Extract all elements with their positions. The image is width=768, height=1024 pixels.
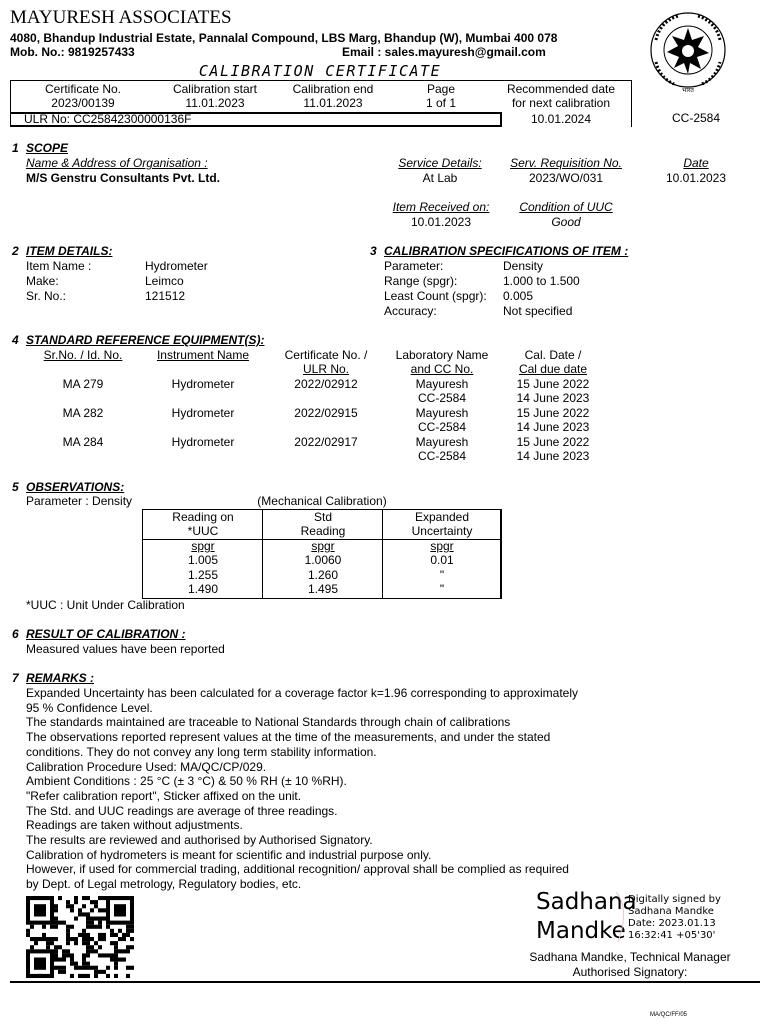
equipment-rows: [26, 377, 608, 464]
obs-col-uncertainty: Expanded: [414, 510, 470, 524]
spec-label: Range (spgr):: [384, 274, 458, 288]
equip-cal-date: 15 June 2022: [516, 435, 590, 449]
qr-code-icon: [26, 896, 134, 978]
equip-id: MA 279: [62, 377, 104, 391]
remark-line: The observations reported represent values at the time of the measurements, and under the stated: [26, 730, 551, 745]
service-details-label: Service Details:: [398, 156, 482, 170]
item-details-list: [26, 259, 208, 303]
equip-cal-date: 15 June 2022: [516, 406, 590, 420]
accreditation-seal-icon: [648, 10, 728, 96]
equip-cc: CC-2584: [417, 391, 467, 405]
equip-instrument: Hydrometer: [171, 435, 235, 449]
obs-uuc-reading: 1.490: [187, 582, 219, 596]
ulr-number: ULR No: CC25842300000136F: [24, 112, 192, 126]
spec-row: [384, 274, 580, 288]
remark-line: "Refer calibration report", Sticker affixed on the unit.: [26, 788, 302, 803]
cc-number: CC-2584: [672, 111, 721, 125]
scope-heading: SCOPE: [26, 141, 69, 155]
company-email: Email : sales.mayuresh@gmail.com: [342, 45, 546, 59]
remark-line: Calibration Procedure Used: MA/QC/CP/029.: [26, 759, 267, 774]
obs-std-reading: 1.495: [307, 582, 339, 596]
digital-sign-line: Sadhana Mandke: [628, 906, 714, 917]
item-received-value: 10.01.2023: [410, 215, 472, 229]
remark-line: Expanded Uncertainty has been calculated for a coverage factor k=1.96 corresponding to approximately: [26, 686, 578, 700]
section-number-3: 3: [370, 244, 377, 258]
obs-uuc-reading: 1.255: [187, 568, 219, 582]
value-page: 1 of 1: [425, 96, 457, 110]
obs-uncertainty: ": [439, 582, 445, 596]
spec-row: [384, 259, 580, 273]
obs-unit: spgr: [191, 539, 215, 553]
signatory-name: Sadhana Mandke, Technical Manager: [529, 950, 731, 964]
requisition-value: 2023/WO/031: [528, 171, 604, 185]
digital-sign-line: Digitally signed by: [628, 894, 721, 905]
remark-line: Ambient Conditions : 25 °C (± 3 °C) & 50 % RH (± 10 %RH).: [26, 774, 347, 789]
section-number-4: 4: [12, 333, 19, 347]
section-number-6: 6: [12, 627, 19, 641]
spec-list: [384, 259, 580, 318]
obs-col-uuc: Reading on: [172, 510, 234, 524]
service-details-value: At Lab: [422, 171, 458, 185]
spec-label: Parameter:: [384, 259, 444, 273]
certificate-title: CALIBRATION CERTIFICATE: [198, 62, 442, 80]
cert-table-values: [10, 96, 632, 110]
section-number-5: 5: [12, 480, 19, 494]
remark-line: The results are reviewed and authorised by Authorised Signatory.: [26, 833, 373, 848]
next-calibration-date: 10.01.2024: [530, 112, 592, 126]
equip-cal-date: 15 June 2022: [516, 377, 590, 391]
equip-col-id: Sr.No. / Id. No.: [43, 348, 123, 362]
spec-value: 0.005: [503, 289, 534, 303]
equip-col-instrument: Instrument Name: [156, 348, 250, 362]
remark-line: Calibration of hydrometers is meant for scientific and industrial purpose only.: [26, 847, 432, 862]
observations-parameter: Parameter : Density: [26, 494, 133, 508]
observations-heading: OBSERVATIONS:: [26, 480, 125, 494]
equipment-header-row-2: [26, 362, 608, 376]
obs-header-row-2: [143, 524, 501, 538]
obs-header-row: [143, 510, 501, 524]
equip-col-id-2: [26, 362, 140, 376]
equip-id: MA 282: [62, 406, 104, 420]
company-address: 4080, Bhandup Industrial Estate, Pannalal Compound, LBS Marg, Bhandup (W), Mumbai 400 078: [10, 31, 558, 45]
item-label: Sr. No.:: [26, 289, 67, 303]
company-name: MAYURESH ASSOCIATES: [10, 7, 232, 28]
result-text: Measured values have been reported: [26, 642, 225, 656]
date-label: Date: [683, 156, 709, 170]
item-row: [26, 259, 208, 273]
obs-col-uuc-2: *UUC: [187, 524, 219, 538]
remark-line: The standards maintained are traceable to National Standards through chain of calibrations: [26, 715, 511, 730]
footer-divider: [10, 981, 760, 983]
equipment-heading: STANDARD REFERENCE EQUIPMENT(S):: [26, 333, 265, 347]
company-mobile: Mob. No.: 9819257433: [10, 45, 135, 59]
remark-line: The Std. and UUC readings are average of three readings.: [26, 803, 338, 818]
remark-line: by Dept. of Legal metrology, Regulatory bodies, etc.: [26, 877, 302, 892]
condition-label: Condition of UUC: [519, 200, 613, 214]
value-certificate-no: 2023/00139: [51, 96, 115, 110]
uuc-footnote: *UUC : Unit Under Calibration: [26, 598, 185, 612]
form-code: MA/QC/FF/05: [650, 1012, 688, 1018]
item-details-heading: ITEM DETAILS:: [26, 244, 113, 258]
section-number-2: 2: [12, 244, 19, 258]
remark-line: However, if used for commercial trading, additional recognition/ approval shall be complied as required: [26, 862, 569, 877]
equip-col-lab: Laboratory Name: [395, 348, 489, 362]
date-value: 10.01.2023: [665, 171, 727, 185]
header-recommended-date: Recommended date: [506, 82, 616, 96]
table-row: [143, 553, 501, 567]
obs-unit: spgr: [430, 539, 454, 553]
spec-heading: CALIBRATION SPECIFICATIONS OF ITEM :: [384, 244, 629, 258]
obs-uncertainty: 0.01: [430, 553, 454, 567]
remark-line: conditions. They do not convey any long term stability information.: [26, 744, 377, 759]
signatory-role: Authorised Signatory:: [572, 965, 688, 979]
equip-lab: Mayuresh: [415, 435, 469, 449]
equip-due-date: 14 June 2023: [516, 420, 590, 434]
spec-row: [384, 304, 580, 318]
value-recommended-date-label: for next calibration: [511, 96, 611, 110]
obs-col-std-2: Reading: [300, 524, 346, 538]
cert-table-headers: [10, 82, 632, 96]
requisition-label: Serv. Requisition No.: [510, 156, 622, 170]
table-row: [26, 406, 608, 435]
spec-value: 1.000 to 1.500: [503, 274, 580, 288]
equip-col-cal-date-2: Cal due date: [518, 362, 588, 376]
digital-signature-block: [628, 894, 721, 942]
item-label: Item Name :: [26, 259, 92, 273]
item-label: Make:: [26, 274, 59, 288]
equip-due-date: 14 June 2023: [516, 391, 590, 405]
spec-value: Density: [503, 259, 544, 273]
remarks-list: [26, 686, 578, 892]
digital-sign-line: Date: 2023.01.13: [628, 918, 716, 929]
obs-unit: spgr: [311, 539, 335, 553]
value-calibration-end: 11.01.2023: [303, 96, 363, 110]
remark-line: 95 % Confidence Level.: [26, 700, 153, 715]
table-border-top: [10, 80, 632, 81]
spec-value: Not specified: [503, 304, 573, 318]
item-received-label: Item Received on:: [392, 200, 490, 214]
spec-label: Least Count (spgr):: [384, 289, 487, 303]
item-row: [26, 289, 208, 303]
condition-value: Good: [551, 215, 581, 229]
org-value: M/S Genstru Consultants Pvt. Ltd.: [26, 171, 221, 185]
signature-name-line1: Sadhana: [536, 889, 637, 915]
digital-sign-line: 16:32:41 +05'30': [628, 930, 716, 941]
equip-lab: Mayuresh: [415, 377, 469, 391]
signature-name-line2: Mandke: [536, 918, 626, 944]
header-calibration-end: Calibration end: [292, 82, 374, 96]
equip-col-cert: Certificate No. /: [284, 348, 368, 362]
equip-lab: Mayuresh: [415, 406, 469, 420]
remark-line: Readings are taken without adjustments.: [26, 818, 243, 833]
equip-due-date: 14 June 2023: [516, 449, 590, 463]
spec-label: Accuracy:: [384, 304, 437, 318]
item-value: 121512: [145, 289, 186, 303]
table-row: [143, 568, 501, 582]
equip-cert: 2022/02912: [294, 377, 358, 391]
equip-cc: CC-2584: [417, 420, 467, 434]
obs-std-reading: 1.0060: [304, 553, 342, 567]
obs-units-row: [143, 539, 501, 553]
obs-col-std: Std: [313, 510, 332, 524]
table-row: [26, 435, 608, 464]
equip-col-cal-date: Cal. Date /: [524, 348, 582, 362]
table-row: [26, 377, 608, 406]
header-certificate-no: Certificate No.: [44, 82, 122, 96]
header-calibration-start: Calibration start: [172, 82, 258, 96]
result-heading: RESULT OF CALIBRATION :: [26, 627, 186, 641]
section-number-1: 1: [12, 141, 19, 155]
spec-row: [384, 289, 580, 303]
equip-col-instrument-2: [140, 362, 266, 376]
obs-uncertainty: ": [439, 568, 445, 582]
item-value: Hydrometer: [145, 259, 208, 273]
item-row: [26, 274, 208, 288]
value-calibration-start: 11.01.2023: [185, 96, 245, 110]
equip-instrument: Hydrometer: [171, 377, 235, 391]
equipment-header-row: [26, 348, 608, 362]
equip-instrument: Hydrometer: [171, 406, 235, 420]
section-number-7: 7: [12, 671, 19, 685]
equip-cert: 2022/02915: [294, 406, 358, 420]
table-row: [143, 582, 501, 596]
obs-col-uncertainty-2: Uncertainty: [411, 524, 473, 538]
header-page: Page: [426, 82, 456, 96]
remarks-heading: REMARKS :: [26, 671, 94, 685]
item-value: Leimco: [145, 274, 184, 288]
obs-uuc-reading: 1.005: [187, 553, 219, 567]
equip-col-lab-2: and CC No.: [410, 362, 474, 376]
equip-col-cert-2: ULR No.: [302, 362, 349, 376]
equip-id: MA 284: [62, 435, 104, 449]
equip-cert: 2022/02917: [294, 435, 358, 449]
obs-table-bottom: [142, 598, 501, 599]
obs-std-reading: 1.260: [307, 568, 339, 582]
observations-method: (Mechanical Calibration): [257, 494, 387, 508]
equip-cc: CC-2584: [417, 449, 467, 463]
org-label: Name & Address of Organisation :: [26, 156, 208, 170]
svg-text:भारत: भारत: [682, 87, 694, 94]
